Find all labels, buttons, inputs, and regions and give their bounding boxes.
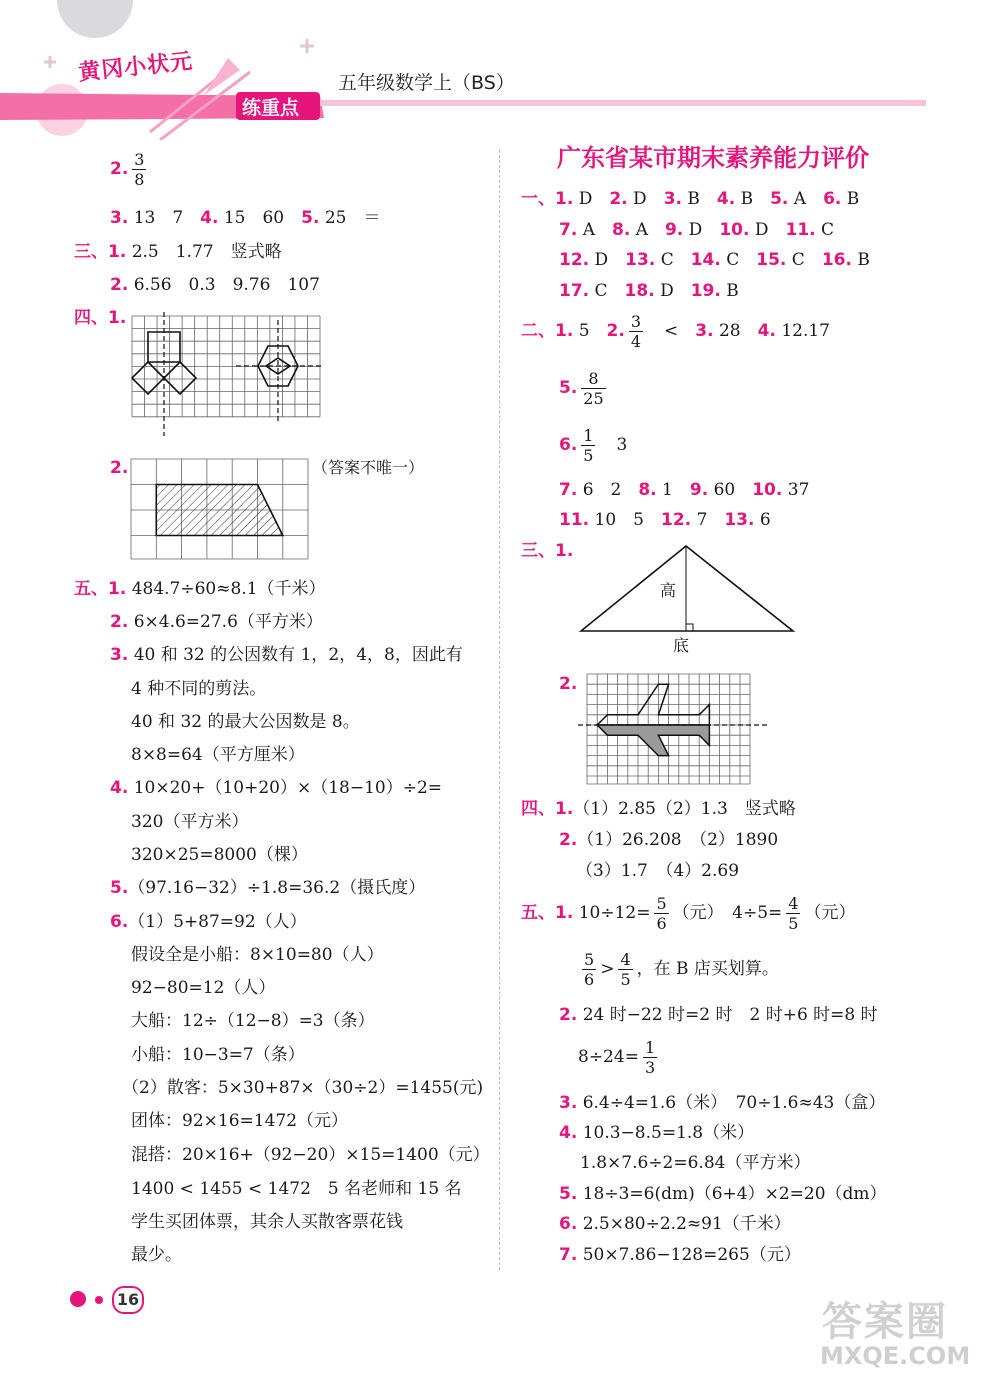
- right-line-24: 7. 50×7.86−128=265（元）: [559, 1245, 801, 1265]
- left-line-7: 五、1. 484.7÷60≈8.1（千米）: [74, 579, 326, 599]
- right-line-21: 1.8×7.6÷2=6.84（平方米）: [580, 1153, 811, 1173]
- left-line-14: 320（平方米）: [131, 812, 249, 832]
- answer-not-unique-note: （答案不唯一）: [312, 458, 425, 477]
- base-label: 底: [673, 636, 690, 655]
- left-line-3: 三、1. 2.5 1.77 竖式略: [74, 242, 282, 262]
- left-line-24: 混搭：20×16+（92−20）×15=1400（元）: [131, 1145, 490, 1165]
- left-line-6: 2.: [110, 458, 129, 478]
- left-line-4: 2. 6.56 0.3 9.76 107: [110, 275, 320, 295]
- page-dot-large: [70, 1291, 86, 1307]
- left-line-5: 四、1.: [74, 308, 127, 328]
- right-line-6: 5. $\frac{8}{25}$: [559, 369, 604, 408]
- fraction: $\frac{1}{3}$: [644, 1038, 656, 1077]
- left-line-23: 团体：92×16=1472（元）: [131, 1111, 349, 1131]
- airplane-grid-figure: [578, 672, 768, 790]
- left-line-9: 3. 40 和 32 的公因数有 1，2，4，8，因此有: [110, 645, 463, 665]
- right-line-3: 12. D 13. C 14. C 15. C 16. B: [559, 250, 870, 270]
- right-line-1: 一、1. D 2. D 3. B 4. B 5. A 6. B: [521, 189, 860, 209]
- right-line-18: 8÷24= $\frac{1}{3}$: [578, 1038, 656, 1077]
- right-line-16: $\frac{5}{6}$ > $\frac{4}{5}$ ，在 B 店买划算。: [584, 950, 779, 989]
- fraction: $\frac{5}{6}$: [656, 894, 667, 933]
- right-line-11: 2.: [559, 674, 578, 694]
- left-line-2: 3. 13 7 4. 15 60 5. 25 ＝: [110, 208, 381, 228]
- left-line-26: 学生买团体票，其余人买散客票花钱: [131, 1212, 403, 1232]
- brand-logo: 黄冈小状元: [77, 49, 195, 86]
- right-line-5: 二、1. 5 2. $\frac{3}{4}$ < 3. 28 4. 12.17: [521, 312, 830, 351]
- fraction: $\frac{3}{4}$: [630, 312, 642, 351]
- left-line-22: （2）散客：5×30+87×（30÷2）=1455(元): [122, 1078, 484, 1098]
- right-line-15: 五、1. 10÷12= $\frac{5}{6}$ （元） 4÷5= $\frac{4}{5}$ （元）: [521, 894, 856, 933]
- left-line-19: 92−80=12（人）: [131, 978, 276, 998]
- fraction: $\frac{4}{5}$: [788, 894, 799, 933]
- right-line-4: 17. C 18. D 19. B: [559, 281, 739, 301]
- left-line-10: 4 种不同的剪法。: [131, 679, 267, 699]
- fraction: $\frac{8}{25}$: [583, 369, 604, 408]
- left-line-25: 1400 < 1455 < 1472 5 名老师和 15 名: [131, 1179, 462, 1199]
- right-line-23: 6. 2.5×80÷2.2≈91（千米）: [559, 1214, 791, 1234]
- left-line-17: 6.（1）5+87=92（人）: [110, 912, 307, 932]
- left-line-8: 2. 6×4.6=27.6（平方米）: [110, 612, 323, 632]
- right-line-17: 2. 24 时−22 时=2 时 2 时+6 时=8 时: [559, 1005, 878, 1025]
- triangle-height-figure: [578, 544, 798, 634]
- left-line-21: 小船：10−3=7（条）: [131, 1045, 305, 1065]
- page-number: 16: [112, 1286, 144, 1314]
- symmetry-grid-figure: [128, 312, 328, 442]
- right-line-9: 11. 10 5 12. 7 13. 6: [559, 510, 771, 530]
- book-title: 五年级数学上（BS）: [338, 72, 515, 94]
- right-line-14: （3）1.7 （4）2.69: [576, 861, 740, 881]
- left-line-20: 大船：12÷（12−8）=3（条）: [131, 1011, 375, 1031]
- left-line-18: 假设全是小船：8×10=80（人）: [131, 945, 384, 965]
- page-dot-small: [95, 1296, 103, 1304]
- left-line-11: 40 和 32 的最大公因数是 8。: [131, 712, 360, 732]
- right-line-12: 四、1.（1）2.85（2）1.3 竖式略: [521, 799, 796, 819]
- right-line-13: 2.（1）26.208 （2）1890: [559, 830, 779, 850]
- right-line-8: 7. 6 2 8. 1 9. 60 10. 37: [559, 480, 810, 500]
- brand-tag: 练重点: [242, 97, 300, 119]
- height-label: 高: [660, 581, 677, 600]
- left-line-12: 8×8=64（平方厘米）: [131, 745, 305, 765]
- fraction: $\frac{3}{8}$: [134, 150, 145, 189]
- right-line-2: 7. A 8. A 9. D 10. D 11. C: [559, 220, 835, 240]
- right-line-22: 5. 18÷3=6(dm)（6+4）×2=20（dm）: [559, 1184, 887, 1204]
- header-banner: [0, 0, 1000, 140]
- right-line-20: 4. 10.3−8.5=1.8（米）: [559, 1123, 755, 1143]
- right-line-10: 三、1.: [521, 541, 574, 561]
- fraction: $\frac{1}{5}$: [583, 426, 594, 465]
- left-line-15: 320×25=8000（棵）: [131, 845, 308, 865]
- right-line-19: 3. 6.4÷4=1.6（米） 70÷1.6≈43（盒）: [559, 1093, 886, 1113]
- left-line-1: 2. $\frac{3}{8}$: [110, 150, 145, 189]
- fraction: $\frac{4}{5}$: [620, 950, 631, 989]
- left-line-13: 4. 10×20+（10+20）×（18−10）÷2=: [110, 778, 443, 798]
- section-title: 广东省某市期末素养能力评价: [557, 143, 869, 172]
- left-line-16: 5.（97.16−32）÷1.8=36.2（摄氏度）: [110, 878, 426, 898]
- left-line-27: 最少。: [131, 1245, 182, 1265]
- right-line-7: 6. $\frac{1}{5}$ 3: [559, 426, 628, 465]
- watermark-logo: 答案圈: [822, 1299, 948, 1345]
- trapezoid-grid-figure: [129, 456, 311, 562]
- watermark-url: MXQE.COM: [820, 1342, 971, 1370]
- fraction: $\frac{5}{6}$: [584, 950, 595, 989]
- column-divider: [499, 150, 500, 1270]
